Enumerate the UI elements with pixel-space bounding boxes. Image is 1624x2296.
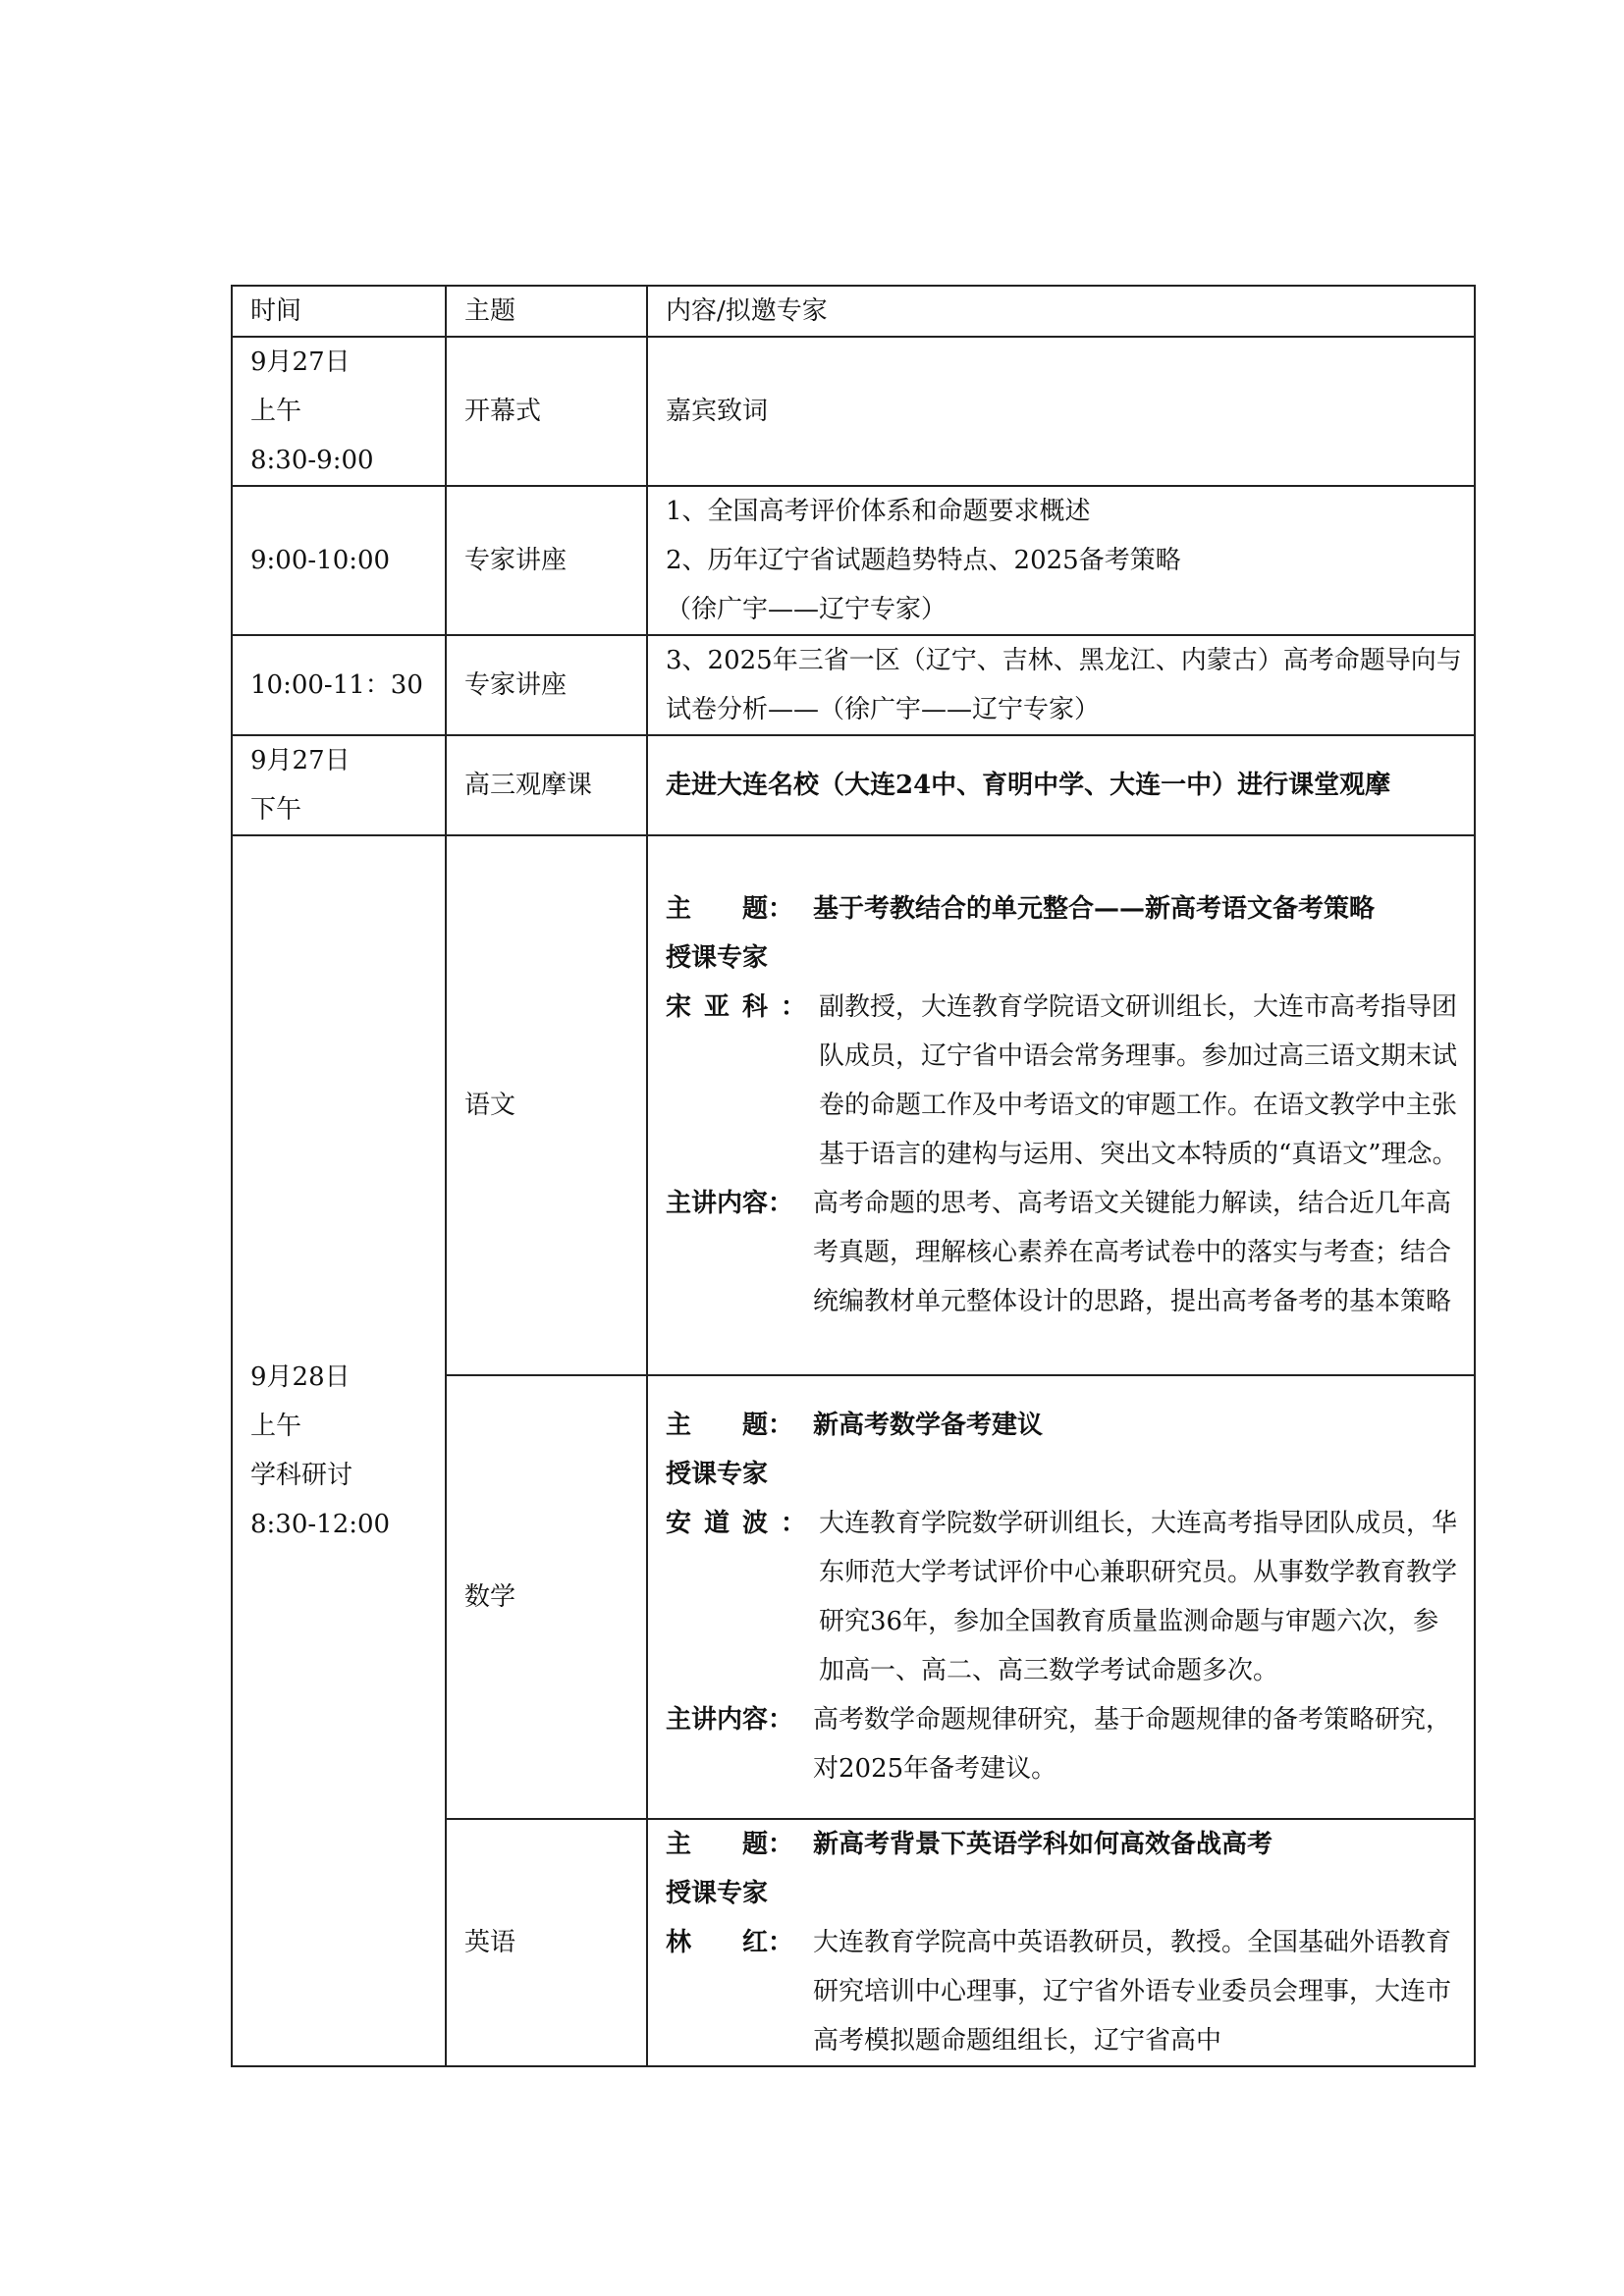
lecture-content-entry: 主讲内容： 高考数学命题规律研究，基于命题规律的备考策略研究，对2025年备考建议。 bbox=[666, 1705, 1452, 1784]
content-cell: 3、2025年三省一区（辽宁、吉林、黑龙江、内蒙古）高考命题导向与试卷分析——（徐广宇——辽宁专家） bbox=[647, 635, 1475, 735]
content-cell: 嘉宾致词 bbox=[647, 337, 1475, 486]
table-row bbox=[232, 486, 1475, 635]
topic-cell: 专家讲座 bbox=[446, 486, 647, 635]
header-time: 时间 bbox=[232, 286, 446, 337]
table-row bbox=[232, 835, 1475, 1375]
expert-heading: 授课专家 bbox=[666, 1879, 769, 1908]
theme-entry: 主 题： 新高考背景下英语学科如何高效备战高考 bbox=[666, 1830, 1273, 1859]
header-topic: 主题 bbox=[446, 286, 647, 337]
subject-detail-english bbox=[647, 1819, 1475, 2066]
schedule-table bbox=[231, 285, 1476, 2067]
subject-detail-chinese bbox=[647, 835, 1475, 1375]
time-cell: 9:00-10:00 bbox=[232, 486, 446, 635]
table-row bbox=[232, 635, 1475, 735]
expert-entry: 安道波： 大连教育学院数学研训组长，大连高考指导团队成员，华东师范大学考试评价中心兼职研究员。从事数学教育教学研究36年，参加全国教育质量监测命题与审题六次，参加高一、高二、高三数学考试命题多次。 bbox=[666, 1509, 1458, 1685]
time-cell: 9月28日 上午 学科研讨 8:30-12:00 bbox=[232, 835, 446, 2066]
header-content: 内容/拟邀专家 bbox=[647, 286, 1475, 337]
topic-cell: 开幕式 bbox=[446, 337, 647, 486]
table-row bbox=[232, 735, 1475, 835]
subject-cell-chinese: 语文 bbox=[446, 835, 647, 1375]
subject-detail-math bbox=[647, 1375, 1475, 1819]
expert-heading: 授课专家 bbox=[666, 943, 769, 973]
content-cell: 走进大连名校（大连24中、育明中学、大连一中）进行课堂观摩 bbox=[647, 735, 1475, 835]
time-cell: 9月27日 下午 bbox=[232, 735, 446, 835]
theme-entry: 主 题： 基于考教结合的单元整合——新高考语文备考策略 bbox=[666, 894, 1376, 924]
lecture-content-entry: 主讲内容： 高考命题的思考、高考语文关键能力解读，结合近几年高考真题，理解核心素养在高考试卷中的落实与考查；结合统编教材单元整体设计的思路，提出高考备考的基本策略 bbox=[666, 1189, 1452, 1316]
expert-entry: 林 红： 大连教育学院高中英语教研员，教授。全国基础外语教育研究培训中心理事，辽宁省外语专业委员会理事，大连市高考模拟题命题组组长，辽宁省高中 bbox=[666, 1928, 1452, 2056]
content-cell: 1、全国高考评价体系和命题要求概述 2、历年辽宁省试题趋势特点、2025备考策略 （徐广宇——辽宁专家） bbox=[647, 486, 1475, 635]
time-cell: 10:00-11：30 bbox=[232, 635, 446, 735]
subject-cell-english: 英语 bbox=[446, 1819, 647, 2066]
topic-cell: 高三观摩课 bbox=[446, 735, 647, 835]
expert-entry: 宋亚科： 副教授，大连教育学院语文研训组长，大连市高考指导团队成员，辽宁省中语会常务理事。参加过高三语文期末试卷的命题工作及中考语文的审题工作。在语文教学中主张基于语言的建构与运用、突出文本特质的“真语文”理念。 bbox=[666, 992, 1458, 1169]
time-cell: 9月27日 上午 8:30-9:00 bbox=[232, 337, 446, 486]
theme-entry: 主 题： 新高考数学备考建议 bbox=[666, 1411, 1044, 1440]
expert-heading: 授课专家 bbox=[666, 1460, 769, 1489]
topic-cell: 专家讲座 bbox=[446, 635, 647, 735]
table-header-row bbox=[232, 286, 1475, 337]
subject-cell-math: 数学 bbox=[446, 1375, 647, 1819]
table-row bbox=[232, 337, 1475, 486]
